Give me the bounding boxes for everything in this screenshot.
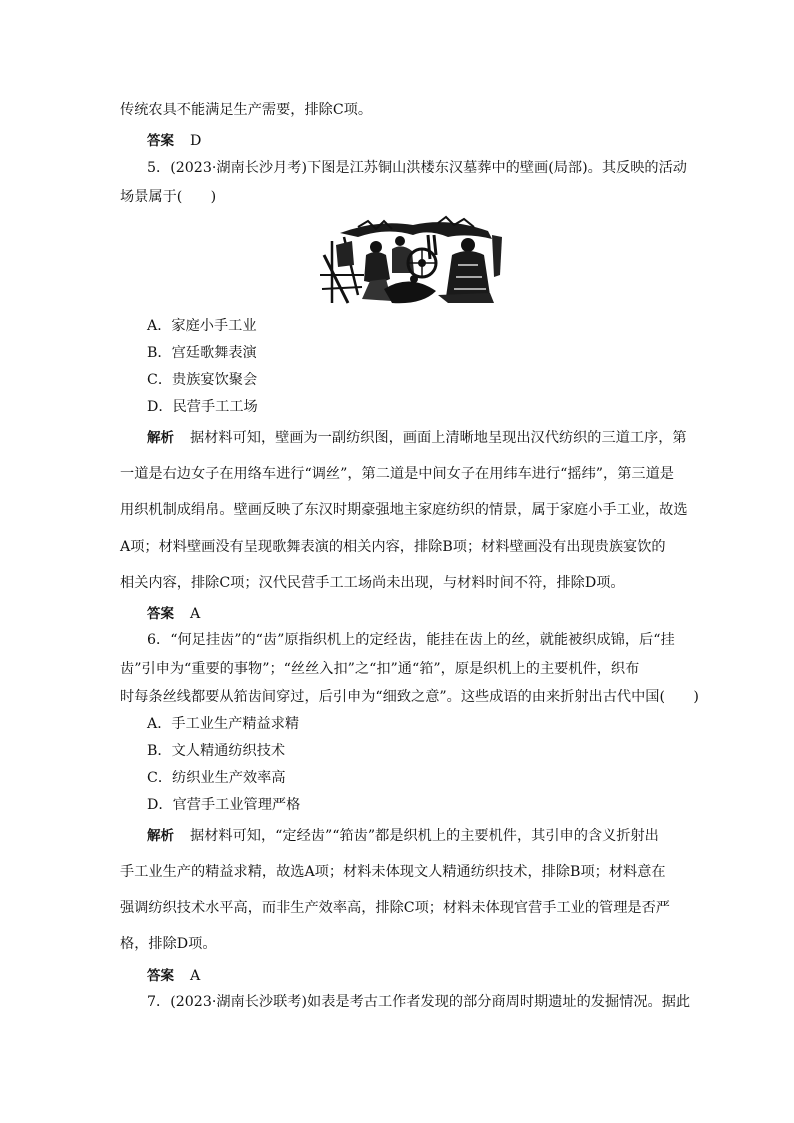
q6-stem-line-3: 时每条丝线都要从筘齿间穿过，后引申为“细致之意”。这些成语的由来折射出古代中国( )	[120, 689, 699, 705]
answer-label: 答案	[147, 133, 174, 149]
answer-value: A	[190, 606, 201, 622]
q5-analysis-line-1: 解析 据材料可知，壁画为一副纺织图，画面上清晰地呈现出汉代纺织的三道工序，第	[147, 430, 687, 446]
q6-option-c: C．纺织业生产效率高	[147, 770, 286, 786]
previous-analysis-tail: 传统农具不能满足生产需要，排除C项。	[120, 102, 373, 118]
answer-value: D	[190, 133, 202, 149]
answer-line-q4	[147, 131, 201, 151]
q5-option-b: B．宫廷歌舞表演	[147, 345, 257, 361]
q6-analysis-line-2: 手工业生产的精益求精，故选A项；材料未体现文人精通纺织技术，排除B项；材料意在	[120, 864, 666, 880]
q5-analysis-line-3: 用织机制成绢帛。壁画反映了东汉时期豪强地主家庭纺织的情景，属于家庭小手工业，故选	[120, 502, 688, 518]
q6-analysis-line-3: 强调纺织技术水平高，而非生产效率高，排除C项；材料未体现官营手工业的管理是否严	[120, 900, 670, 916]
q6-option-d: D．官营手工业管理严格	[147, 797, 301, 813]
q6-option-b: B．文人精通纺织技术	[147, 743, 286, 759]
q5-analysis-line-2: 一道是右边女子在用络车进行“调丝”，第二道是中间女子在用纬车进行“摇纬”，第三道是	[120, 466, 674, 482]
answer-line-q6	[147, 966, 200, 986]
q5-option-c: C．贵族宴饮聚会	[147, 372, 258, 388]
answer-line-q5	[147, 604, 200, 624]
q5-analysis-line-4: A项；材料壁画没有呈现歌舞表演的相关内容，排除B项；材料壁画没有出现贵族宴饮的	[120, 539, 666, 555]
answer-label: 答案	[147, 606, 174, 622]
q6-stem-line-1: 6．“何足挂齿”的“齿”原指织机上的定经齿，能挂在齿上的丝，就能被织成锦，后“挂	[147, 632, 675, 648]
q5-option-a: A．家庭小手工业	[147, 318, 257, 334]
han-tomb-weaving-mural-image	[318, 215, 504, 307]
answer-value: A	[190, 968, 201, 984]
q6-analysis-line-1: 解析 据材料可知，“定经齿”“筘齿”都是织机上的主要机件，其引申的含义折射出	[147, 828, 659, 844]
answer-label: 答案	[147, 968, 174, 984]
q6-analysis-line-4: 格，排除D项。	[120, 936, 217, 952]
q6-stem-line-2: 齿”引申为“重要的事物”；“丝丝入扣”之“扣”通“筘”，原是织机上的主要机件，织布	[120, 661, 640, 677]
q7-stem-line-1: 7．(2023·湖南长沙联考)如表是考古工作者发现的部分商周时期遗址的发掘情况。据此	[147, 994, 691, 1010]
q6-option-a: A．手工业生产精益求精	[147, 716, 300, 732]
analysis-label: 解析	[147, 828, 174, 844]
analysis-label: 解析	[147, 430, 174, 446]
q5-analysis-line-5: 相关内容，排除C项；汉代民营手工工场尚未出现，与材料时间不符，排除D项。	[120, 575, 625, 591]
q5-option-d: D．民营手工工场	[147, 399, 258, 415]
q5-stem-line-1: 5．(2023·湖南长沙月考)下图是江苏铜山洪楼东汉墓葬中的壁画(局部)。其反映的活动	[147, 160, 687, 176]
q5-stem-line-2: 场景属于( )	[120, 189, 217, 205]
